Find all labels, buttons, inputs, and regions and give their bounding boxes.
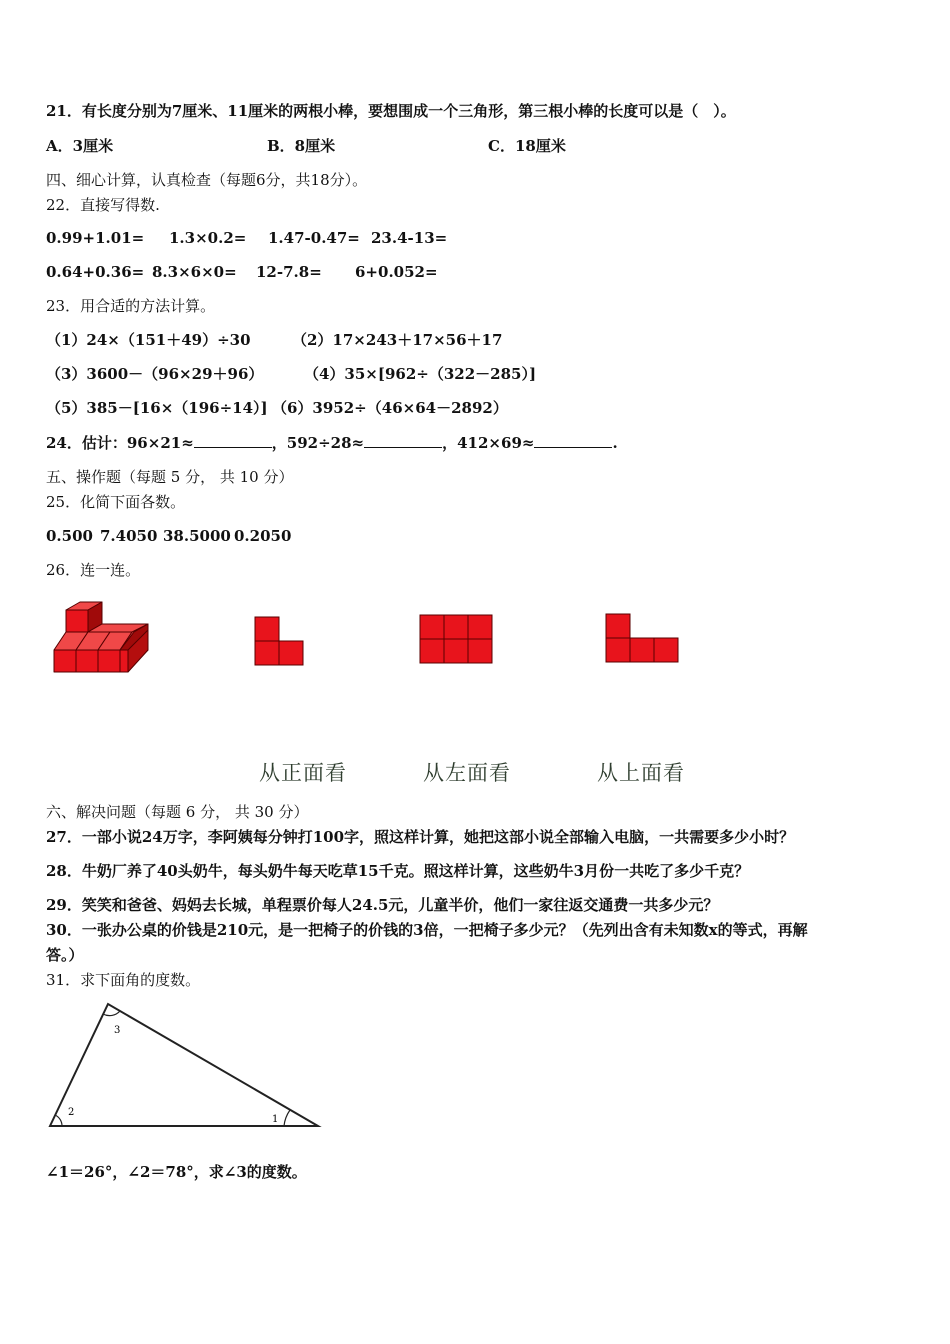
- view-shape-rect: [419, 614, 495, 666]
- q22-title: 22．直接写得数.: [46, 196, 160, 214]
- triangle-figure: [46, 1000, 326, 1130]
- q23-item: （2）17×243＋17×56＋17: [292, 331, 503, 349]
- angle-3-arc: [103, 1011, 120, 1016]
- q29-text: 29．笑笑和爸爸、妈妈去长城，单程票价每人24.5元，儿童半价，他们一家往返交通费一共多少元？: [46, 896, 719, 914]
- q23-item: （3）3600－（96×29＋96）: [46, 365, 264, 383]
- q24-expr-2: 592÷28≈: [286, 434, 365, 452]
- q23-item: （1）24×（151＋49）÷30: [46, 331, 251, 349]
- angle-3-label: 3: [114, 1025, 121, 1036]
- q24-sep: ，: [442, 434, 458, 452]
- q25-number: 0.500: [46, 527, 93, 545]
- section-6-title: 六、解决问题（每题 6 分， 共 30 分）: [46, 803, 309, 821]
- q22-expr: 23.4-13=: [371, 229, 448, 247]
- q24-line: [46, 433, 618, 453]
- view-label-top: 从上面看: [597, 761, 685, 785]
- q25-number: 7.4050: [100, 527, 158, 545]
- q31-title: 31．求下面角的度数。: [46, 971, 201, 989]
- view-label-front: 从正面看: [259, 761, 347, 785]
- q22-expr: 6+0.052=: [355, 263, 438, 281]
- angle-2-label: 2: [68, 1107, 75, 1118]
- q24-blank[interactable]: [534, 433, 612, 448]
- q21-option-c: C．18厘米: [488, 137, 566, 155]
- q24-blank[interactable]: [364, 433, 442, 448]
- q26-title: 26．连一连。: [46, 561, 141, 579]
- q24-sep: ，: [271, 434, 287, 452]
- q24-prefix: 24．估计：: [46, 434, 127, 452]
- cube-solid-figure: [52, 602, 152, 674]
- section-4-title: 四、细心计算，认真检查（每题6分，共18分）。: [46, 171, 368, 189]
- q28-text: 28．牛奶厂养了40头奶牛，每头奶牛每天吃草15千克。照这样计算，这些奶牛3月份一共吃了多少千克？: [46, 862, 750, 880]
- triangle-outline: [50, 1004, 318, 1126]
- view-shape-l: [254, 616, 306, 668]
- q22-expr: 0.99+1.01=: [46, 229, 145, 247]
- q22-expr: 8.3×6×0=: [152, 263, 237, 281]
- q24-blank[interactable]: [194, 433, 272, 448]
- q23-item: （4）35×[962÷（322－285）]: [304, 365, 537, 383]
- angle-2-arc: [55, 1115, 62, 1126]
- q30-text-line2: 答。）: [46, 946, 84, 964]
- q22-expr: 0.64+0.36=: [46, 263, 145, 281]
- q22-expr: 12-7.8=: [256, 263, 322, 281]
- view-shape-long-l: [605, 613, 681, 665]
- q24-end: .: [612, 434, 618, 452]
- q31-given: ∠1＝26°，∠2＝78°，求∠3的度数。: [46, 1163, 307, 1181]
- q25-number: 38.5000: [163, 527, 231, 545]
- q23-title: 23．用合适的方法计算。: [46, 297, 216, 315]
- angle-1-arc: [284, 1110, 290, 1126]
- q25-title: 25．化简下面各数。: [46, 493, 186, 511]
- q22-expr: 1.47-0.47=: [268, 229, 360, 247]
- q24-expr-1: 96×21≈: [126, 434, 194, 452]
- q22-expr: 1.3×0.2=: [169, 229, 247, 247]
- q27-text: 27．一部小说24万字，李阿姨每分钟打100字，照这样计算，她把这部小说全部输入电脑，一共需要多少小时？: [46, 828, 795, 846]
- q21-option-b: B．8厘米: [267, 137, 336, 155]
- section-5-title: 五、操作题（每题 5 分， 共 10 分）: [46, 468, 294, 486]
- q23-item: （6）3952÷（46×64－2892）: [272, 399, 508, 417]
- q24-expr-3: 412×69≈: [457, 434, 535, 452]
- q23-item: （5）385－[16×（196÷14）]: [46, 399, 268, 417]
- view-label-left: 从左面看: [423, 761, 511, 785]
- q25-number: 0.2050: [234, 527, 292, 545]
- angle-1-label: 1: [272, 1114, 279, 1125]
- q21-option-a: A．3厘米: [46, 137, 114, 155]
- q21-text: 21．有长度分别为7厘米、11厘米的两根小棒，要想围成一个三角形，第三根小棒的长度可以是（ ）。: [46, 102, 736, 120]
- q30-text-line1: 30．一张办公桌的价钱是210元，是一把椅子的价钱的3倍，一把椅子多少元？（先列出含有未知数x的等式，再解: [46, 921, 808, 939]
